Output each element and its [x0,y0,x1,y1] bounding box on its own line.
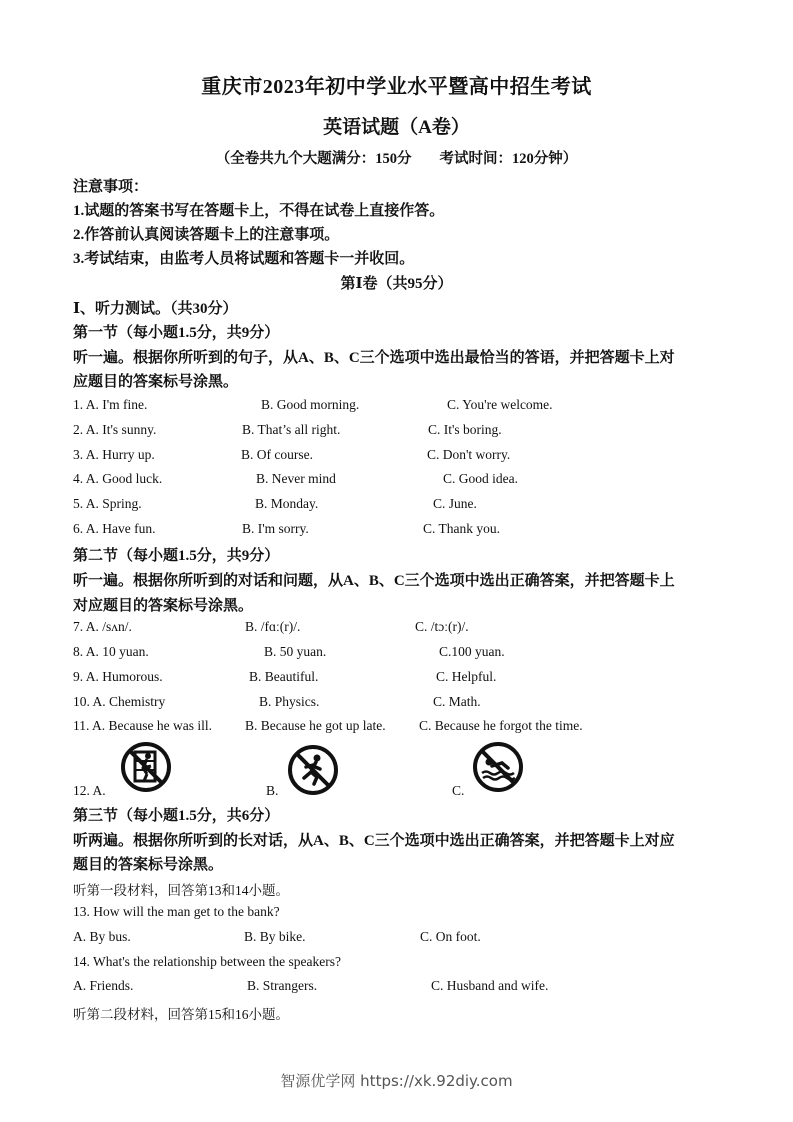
option-b: B. Physics. [259,694,320,709]
note-item: 2.作答前认真阅读答题卡上的注意事项。 [73,227,340,243]
option-b: B. I'm sorry. [242,521,309,536]
exam-title: 重庆市2023年初中学业水平暨高中招生考试 [201,76,592,98]
option-c: C. You're welcome. [447,397,553,412]
option-c: C. Helpful. [436,669,497,684]
option-b: B. /fɑː(r)/. [245,619,301,634]
section-heading: 第三节（每小题1.5分，共6分） [73,808,280,824]
option-a: 12. A. [73,783,106,798]
option-a: 3. A. Hurry up. [73,447,155,462]
option-a: 1. A. I'm fine. [73,397,148,412]
option-b: B. Because he got up late. [245,718,386,733]
option-c: C. /tɔː(r)/. [415,619,469,634]
option-b: B. Strangers. [247,978,318,993]
option-c: C. Good idea. [443,471,518,486]
option-b: B. That’s all right. [242,422,341,437]
option-b: B. Good morning. [261,397,360,412]
exam-subtitle: 英语试题（A卷） [323,117,470,138]
option-c: C. Husband and wife. [431,978,549,993]
no-climbing-sign-icon [120,741,172,793]
option-c: C. On foot. [420,929,481,944]
option-c: C. Don't worry. [427,447,511,462]
option-b: B. Monday. [255,496,319,511]
option-a: 7. A. /sʌn/. [73,619,132,634]
section-heading: 第一节（每小题1.5分，共9分） [73,325,280,341]
section-instruction: 听一遍。根据你所听到的句子，从A、B、C三个选项中选出最恰当的答语，并把答题卡上对 [73,350,675,366]
option-b: B. [266,783,279,798]
option-a: 4. A. Good luck. [73,471,163,486]
exam-time-info: 考试时间：120分钟） [439,151,578,167]
volume-heading: 第Ⅰ卷（共95分） [340,276,453,292]
material-note: 听第一段材料，回答第13和14小题。 [73,883,289,898]
option-a: 2. A. It's sunny. [73,422,157,437]
option-c: C. [452,783,465,798]
option-c: C. Because he forgot the time. [419,718,583,733]
section-heading: 第二节（每小题1.5分，共9分） [73,548,280,564]
option-b: B. By bike. [244,929,306,944]
no-swimming-sign-icon [472,741,524,793]
option-a: 10. A. Chemistry [73,694,166,709]
option-a: 11. A. Because he was ill. [73,718,212,733]
option-b: B. 50 yuan. [264,644,327,659]
section-instruction: 听两遍。根据你所听到的长对话，从A、B、C三个选项中选出正确答案，并把答题卡上对应 [73,833,675,849]
option-b: B. Never mind [256,471,336,486]
exam-score-info: （全卷共九个大题满分：150分 [215,151,412,167]
option-c: C. Math. [433,694,481,709]
exam-info [0,147,793,168]
question-stem: 13. How will the man get to the bank? [73,904,280,919]
option-b: B. Of course. [241,447,313,462]
question-stem: 14. What's the relationship between the speakers? [73,954,341,969]
option-a: 8. A. 10 yuan. [73,644,149,659]
option-c: C. It's boring. [428,422,502,437]
option-b: B. Beautiful. [249,669,319,684]
option-a: 6. A. Have fun. [73,521,156,536]
option-c: C.100 yuan. [439,644,505,659]
option-a: 9. A. Humorous. [73,669,163,684]
option-a: A. Friends. [73,978,134,993]
option-c: C. Thank you. [423,521,500,536]
material-note: 听第二段材料，回答第15和16小题。 [73,1007,289,1022]
option-c: C. June. [433,496,477,511]
section-instruction: 应题目的答案标号涂黑。 [73,374,239,390]
note-item: 3.考试结束，由监考人员将试题和答题卡一并收回。 [73,251,415,267]
notes-heading: 注意事项： [73,179,149,195]
section-instruction: 听一遍。根据你所听到的对话和问题，从A、B、C三个选项中选出正确答案，并把答题卡上 [73,573,675,589]
note-item: 1.试题的答案书写在答题卡上，不得在试卷上直接作答。 [73,203,445,219]
section-instruction: 题目的答案标号涂黑。 [73,857,224,873]
option-a: A. By bus. [73,929,131,944]
option-a: 5. A. Spring. [73,496,142,511]
part-heading: Ⅰ、听力测试。（共30分） [73,301,238,317]
section-instruction: 对应题目的答案标号涂黑。 [73,598,254,614]
no-running-sign-icon [287,744,339,796]
watermark-footer: 智源优学网 https://xk.92diy.com [280,1072,513,1090]
